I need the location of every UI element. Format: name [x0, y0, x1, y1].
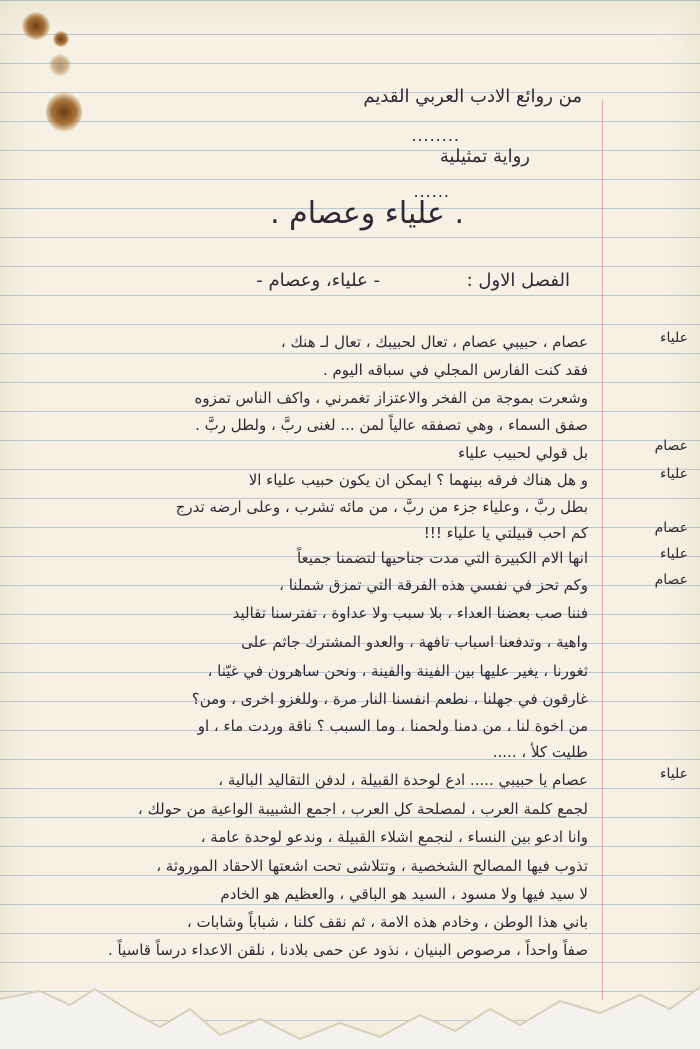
- speaker-label: علياء: [659, 766, 688, 782]
- stain-mark: [46, 92, 82, 132]
- text-line: واهية ، وتدفعنا اسباب تافهة ، والعدو المشترك جاثم على: [241, 633, 588, 651]
- text-line: عصام يا حبيبي ..... ادع لوحدة القبيلة ، لدفن التقاليد البالية ،: [218, 771, 588, 789]
- text-line: باني هذا الوطن ، وخادم هذه الامة ، ثم نقف كلنا ، شباباً وشابات ،: [186, 913, 588, 931]
- text-line: كم احب قبيلتي يا علياء !!!: [423, 524, 588, 542]
- act-cast: - علياء، وعصام -: [256, 270, 380, 291]
- text-line: عصام ، حبيبي عصام ، تعال لحبيبك ، تعال لـ هنك ،: [280, 333, 588, 351]
- text-line: طليت كلأ ، .....: [492, 743, 588, 761]
- margin-line: [602, 100, 603, 1000]
- text-line: و هل هناك فرقه بينهما ؟ ايمكن ان يكون حبيب علياء الا: [248, 471, 588, 489]
- text-line: وانا ادعو بين النساء ، لنجمع اشلاء القبيلة ، وندعو لوحدة عامة ،: [200, 828, 588, 846]
- speaker-label: علياء: [659, 330, 688, 346]
- text-line: من اخوة لنا ، من دمنا ولحمنا ، وما السبب ؟ ناقة وردت ماء ، او: [197, 717, 588, 735]
- torn-edge: [0, 939, 700, 1049]
- text-line: صفق السماء ، وهي تصفقه عالياً لمن ... لغنى ربَّ ، ولطل ربَّ .: [195, 416, 588, 434]
- speaker-label: علياء: [659, 466, 688, 482]
- stain-mark: [53, 31, 69, 47]
- text-line: تذوب فيها المصالح الشخصية ، وتتلاشى تحت اشعتها الاحقاد الموروثة ،: [156, 857, 588, 875]
- series-title: من روائع الادب العربي القديم: [363, 86, 582, 107]
- text-line: صفاً واحداً ، مرصوص البنيان ، نذود عن حمى بلادنا ، نلقن الاعداء درساً قاسياً .: [108, 941, 588, 959]
- text-line: بل قولي لحبيب علياء: [458, 444, 588, 462]
- text-line: لجمع كلمة العرب ، لمصلحة كل العرب ، اجمع الشبيبة الواعية من حولك ،: [137, 800, 588, 818]
- text-line: انها الام الكبيرة التي مدت جناحيها لتضمنا جميعاً: [296, 549, 588, 567]
- speaker-label: عصام: [654, 572, 688, 588]
- text-line: فقد كنت الفارس المجلي في سباقه اليوم .: [322, 361, 588, 379]
- genre-subtitle: رواية تمثيلية: [439, 146, 530, 167]
- text-line: ثغورنا ، يغير عليها بين الفينة والفينة ، ونحن ساهرون في غيّنا ،: [207, 662, 588, 680]
- text-line: لا سيد فيها ولا مسود ، السيد هو الباقي ، والعظيم هو الخادم: [220, 885, 588, 903]
- text-line: غارقون في جهلنا ، نطعم انفسنا النار مرة ، وللغزو اخرى ، ومن؟: [191, 690, 588, 708]
- dots-separator: ......: [413, 182, 450, 201]
- text-line: فننا صب بعضنا العداء ، بلا سبب ولا عداوة ، تفترسنا تقاليد: [232, 604, 588, 622]
- dots-separator: ........: [411, 126, 460, 145]
- text-line: وكم تحز في نفسي هذه الفرقة التي تمزق شملنا ،: [279, 576, 588, 594]
- stain-mark: [22, 12, 50, 40]
- stain-mark: [49, 54, 71, 76]
- text-line: بطل ربَّ ، وعلياء جزء من ربَّ ، من مائه تشرب ، وعلى ارضه تدرج: [175, 498, 588, 516]
- page-title: . علياء وعصام .: [270, 196, 464, 231]
- text-line: وشعرت بموجة من الفخر والاعتزاز تغمرني ، واكف الناس تمزوه: [194, 389, 588, 407]
- speaker-label: عصام: [654, 438, 688, 454]
- speaker-label: علياء: [659, 546, 688, 562]
- speaker-label: عصام: [654, 520, 688, 536]
- act-heading: الفصل الاول :: [466, 270, 570, 291]
